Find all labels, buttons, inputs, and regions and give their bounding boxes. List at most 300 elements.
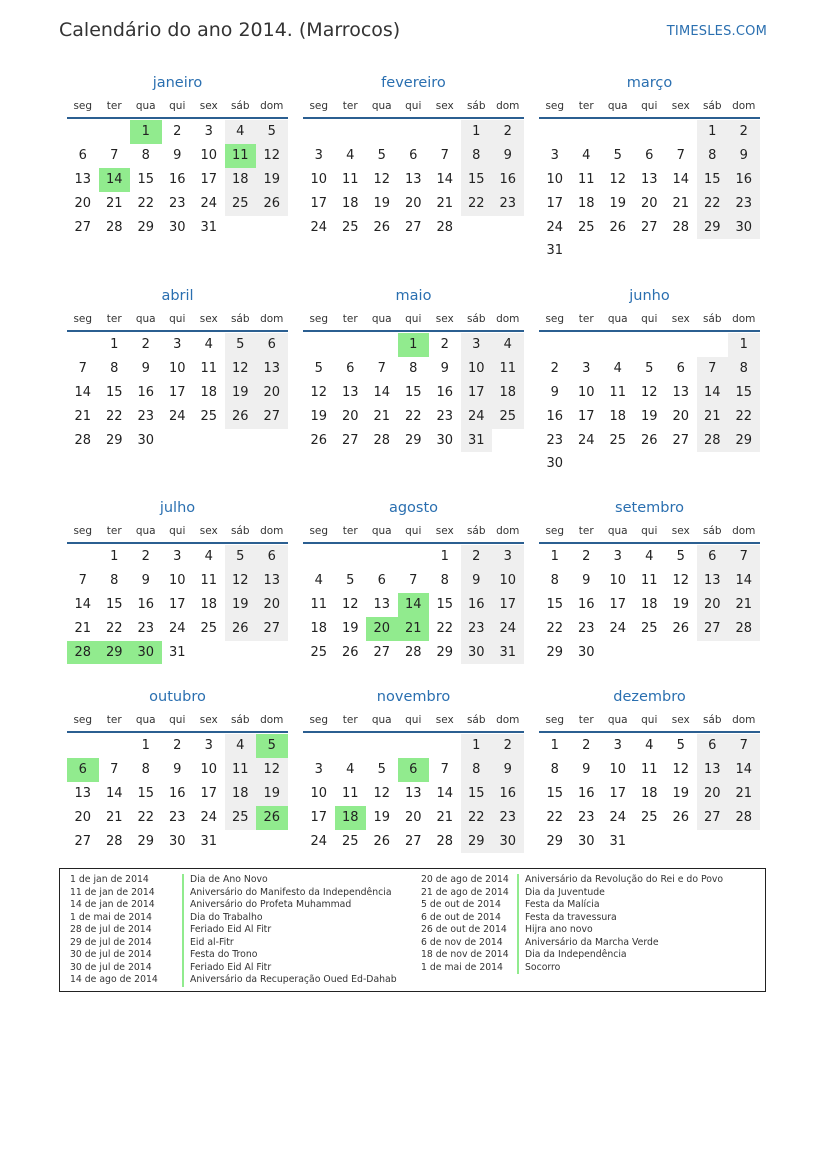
day-grid (303, 119, 524, 239)
holiday-day-cell: 20 (366, 617, 398, 641)
day-cell: 28 (105, 833, 123, 849)
month-maio (303, 284, 524, 452)
day-cell: 1 (440, 549, 449, 564)
weekday-header (539, 97, 760, 119)
day-cell: 17 (200, 171, 218, 187)
day-cell: 27 (640, 219, 658, 235)
legend-holiday-name: Aniversário da Revolução do Rei e do Povo (525, 874, 724, 885)
empty-cell (602, 333, 634, 357)
empty-cell (634, 333, 666, 357)
day-cell: 19 (256, 168, 288, 192)
empty-cell (335, 333, 367, 357)
day-cell: 25 (200, 408, 218, 424)
holiday-marker (517, 962, 519, 975)
day-cell: 9 (440, 360, 449, 376)
legend-row (421, 949, 723, 962)
day-cell: 12 (225, 357, 257, 381)
day-cell: 19 (341, 620, 359, 636)
weekday-label: ter (106, 525, 122, 537)
day-cell: 6 (346, 360, 355, 376)
day-cell: 21 (728, 782, 760, 806)
day-cell: 6 (377, 572, 386, 588)
legend-row (421, 937, 723, 950)
day-cell: 23 (137, 620, 155, 636)
weekday-label: ter (578, 525, 594, 537)
weekday-label: dom (260, 100, 284, 112)
weekday-label: qua (135, 313, 156, 325)
empty-cell (539, 120, 571, 144)
day-cell: 26 (225, 617, 257, 641)
day-cell: 2 (492, 734, 524, 758)
legend-row (60, 974, 397, 987)
weekday-label: ter (578, 714, 594, 726)
day-cell: 19 (373, 195, 391, 211)
weekday-header (67, 310, 288, 332)
day-cell: 30 (436, 432, 454, 448)
day-cell: 17 (168, 384, 186, 400)
weekday-label: sex (199, 525, 218, 537)
day-cell: 13 (74, 785, 92, 801)
day-cell: 16 (137, 596, 155, 612)
day-cell: 27 (404, 833, 422, 849)
day-cell: 26 (640, 432, 658, 448)
weekday-label: sex (199, 714, 218, 726)
weekday-label: sex (671, 100, 690, 112)
weekday-label: qui (169, 313, 186, 325)
day-cell: 8 (409, 360, 418, 376)
day-cell: 4 (346, 147, 355, 163)
weekday-label: dom (260, 714, 284, 726)
holiday-day-cell: 26 (256, 806, 288, 830)
month-setembro (539, 496, 760, 664)
day-cell: 14 (728, 758, 760, 782)
empty-cell (67, 545, 99, 569)
day-cell: 30 (546, 456, 564, 472)
empty-cell (335, 545, 367, 569)
day-cell: 7 (440, 147, 449, 163)
day-cell: 13 (74, 171, 92, 187)
day-cell: 17 (492, 593, 524, 617)
day-cell: 12 (640, 384, 658, 400)
legend-holiday-name: Eid al-Fitr (190, 936, 234, 948)
day-grid (67, 119, 288, 239)
day-cell: 7 (78, 360, 87, 376)
day-cell: 2 (728, 120, 760, 144)
weekday-label: qui (641, 714, 658, 726)
month-name: agosto (388, 500, 439, 516)
holiday-day-cell: 6 (398, 758, 430, 782)
day-cell: 22 (105, 620, 123, 636)
day-cell: 25 (640, 809, 658, 825)
weekday-label: sáb (466, 714, 486, 726)
day-cell: 6 (409, 147, 418, 163)
day-cell: 26 (609, 219, 627, 235)
day-cell: 23 (728, 192, 760, 216)
legend-date: 6 de out de 2014 (421, 911, 501, 923)
day-cell: 20 (256, 593, 288, 617)
brand-link[interactable]: TIMESLES.COM (666, 24, 767, 39)
legend-holiday-name: Feriado Eid Al Fitr (190, 961, 272, 973)
day-cell: 30 (137, 432, 155, 448)
day-cell: 25 (609, 432, 627, 448)
weekday-label: qui (405, 313, 422, 325)
holiday-marker (182, 949, 184, 962)
legend-date: 1 de jan de 2014 (70, 874, 149, 885)
weekday-label: seg (309, 313, 329, 325)
day-cell: 29 (546, 644, 564, 660)
month-outubro (67, 685, 288, 853)
day-cell: 17 (461, 381, 493, 405)
day-cell: 28 (373, 432, 391, 448)
day-cell: 18 (492, 381, 524, 405)
day-cell: 17 (310, 195, 328, 211)
day-cell: 1 (697, 120, 729, 144)
legend-row (60, 899, 397, 912)
day-cell: 7 (409, 572, 418, 588)
weekday-label: sex (199, 100, 218, 112)
day-cell: 19 (373, 809, 391, 825)
day-cell: 17 (310, 809, 328, 825)
day-cell: 20 (404, 809, 422, 825)
weekday-label: ter (106, 100, 122, 112)
weekday-label: qui (641, 525, 658, 537)
month-name: setembro (615, 500, 684, 516)
legend-date: 29 de jul de 2014 (70, 936, 152, 948)
month-name: julho (159, 500, 196, 516)
day-cell: 9 (582, 761, 591, 777)
legend-row (60, 924, 397, 937)
weekday-label: sáb (702, 525, 722, 537)
day-cell: 13 (373, 596, 391, 612)
day-cell: 22 (404, 408, 422, 424)
legend-holiday-name: Dia da Juventude (525, 886, 605, 898)
day-cell: 11 (577, 171, 595, 187)
day-cell: 29 (461, 830, 493, 854)
legend-holiday-name: Aniversário da Recuperação Oued Ed-Dahab (190, 974, 397, 985)
weekday-label: dom (732, 525, 756, 537)
day-cell: 10 (168, 360, 186, 376)
day-cell: 19 (256, 782, 288, 806)
empty-cell (634, 120, 666, 144)
day-cell: 3 (461, 333, 493, 357)
day-cell: 29 (404, 432, 422, 448)
day-cell: 25 (225, 192, 257, 216)
day-cell: 31 (461, 429, 493, 453)
month-agosto (303, 496, 524, 664)
day-cell: 15 (546, 785, 564, 801)
weekday-label: sáb (702, 100, 722, 112)
day-cell: 8 (141, 761, 150, 777)
day-cell: 10 (200, 761, 218, 777)
day-cell: 7 (728, 545, 760, 569)
day-cell: 21 (373, 408, 391, 424)
legend-date: 1 de mai de 2014 (70, 911, 152, 923)
day-grid (303, 544, 524, 664)
day-cell: 23 (168, 195, 186, 211)
day-cell: 27 (256, 617, 288, 641)
weekday-label: dom (496, 313, 520, 325)
empty-cell (67, 333, 99, 357)
day-cell: 27 (697, 617, 729, 641)
weekday-label: sex (199, 313, 218, 325)
day-cell: 12 (672, 572, 690, 588)
day-cell: 21 (436, 195, 454, 211)
day-cell: 2 (492, 120, 524, 144)
weekday-header (67, 711, 288, 733)
day-cell: 25 (492, 405, 524, 429)
day-cell: 9 (582, 572, 591, 588)
day-cell: 14 (728, 569, 760, 593)
day-cell: 9 (173, 761, 182, 777)
weekday-label: sáb (230, 714, 250, 726)
day-cell: 25 (341, 833, 359, 849)
day-cell: 10 (200, 147, 218, 163)
empty-cell (366, 333, 398, 357)
holiday-day-cell: 30 (130, 641, 162, 665)
day-cell: 2 (582, 549, 591, 564)
day-cell: 8 (461, 144, 493, 168)
day-cell: 3 (314, 147, 323, 163)
holiday-day-cell: 29 (99, 641, 131, 665)
month-name: março (626, 75, 673, 91)
day-cell: 24 (168, 408, 186, 424)
weekday-label: qui (169, 714, 186, 726)
day-cell: 27 (74, 833, 92, 849)
holiday-day-cell: 14 (99, 168, 131, 192)
legend-holiday-name: Socorro (525, 961, 561, 973)
weekday-label: dom (496, 525, 520, 537)
weekday-header (539, 522, 760, 544)
day-cell: 8 (550, 761, 559, 777)
day-cell: 7 (110, 761, 119, 777)
legend-holiday-name: Aniversário da Marcha Verde (525, 936, 659, 948)
day-cell: 10 (577, 384, 595, 400)
day-cell: 4 (225, 734, 257, 758)
day-cell: 22 (461, 806, 493, 830)
day-cell: 2 (141, 337, 150, 352)
weekday-label: ter (342, 714, 358, 726)
day-cell: 3 (173, 549, 182, 564)
day-cell: 12 (373, 785, 391, 801)
day-cell: 27 (672, 432, 690, 448)
empty-cell (665, 333, 697, 357)
weekday-label: sex (671, 525, 690, 537)
day-cell: 30 (492, 830, 524, 854)
day-cell: 30 (577, 833, 595, 849)
empty-cell (335, 734, 367, 758)
weekday-label: sex (435, 313, 454, 325)
day-grid (539, 733, 760, 853)
day-cell: 29 (137, 833, 155, 849)
day-cell: 7 (728, 734, 760, 758)
day-cell: 28 (436, 219, 454, 235)
day-cell: 18 (225, 782, 257, 806)
month-abril (67, 284, 288, 452)
day-cell: 15 (105, 384, 123, 400)
day-cell: 12 (310, 384, 328, 400)
empty-cell (366, 734, 398, 758)
day-cell: 5 (256, 120, 288, 144)
day-cell: 15 (697, 168, 729, 192)
day-cell: 24 (310, 833, 328, 849)
legend-row (60, 949, 397, 962)
weekday-label: seg (545, 100, 565, 112)
day-cell: 5 (377, 761, 386, 777)
day-cell: 15 (105, 596, 123, 612)
weekday-label: dom (732, 313, 756, 325)
day-cell: 22 (546, 809, 564, 825)
day-cell: 26 (672, 620, 690, 636)
weekday-label: qua (607, 525, 628, 537)
empty-cell (67, 734, 99, 758)
holiday-marker (182, 899, 184, 912)
day-cell: 19 (225, 381, 257, 405)
empty-cell (366, 545, 398, 569)
day-cell: 4 (314, 572, 323, 588)
day-cell: 14 (697, 381, 729, 405)
empty-cell (665, 120, 697, 144)
day-cell: 13 (697, 758, 729, 782)
legend-holiday-name: Feriado Eid Al Fitr (190, 924, 272, 935)
day-cell: 7 (676, 147, 685, 163)
day-cell: 18 (577, 195, 595, 211)
day-cell: 14 (373, 384, 391, 400)
day-cell: 14 (436, 785, 454, 801)
day-cell: 20 (74, 195, 92, 211)
day-cell: 11 (225, 758, 257, 782)
day-cell: 21 (74, 408, 92, 424)
day-cell: 26 (310, 432, 328, 448)
weekday-header (303, 711, 524, 733)
empty-cell (303, 333, 335, 357)
day-cell: 16 (168, 171, 186, 187)
day-cell: 2 (141, 549, 150, 564)
day-cell: 29 (137, 219, 155, 235)
day-cell: 29 (728, 429, 760, 453)
day-cell: 8 (550, 572, 559, 588)
day-cell: 15 (404, 384, 422, 400)
holiday-day-cell: 1 (130, 120, 162, 144)
weekday-label: sáb (466, 525, 486, 537)
weekday-label: ter (342, 100, 358, 112)
weekday-label: ter (106, 714, 122, 726)
weekday-label: qua (607, 100, 628, 112)
month-name: maio (395, 288, 432, 304)
day-cell: 9 (173, 147, 182, 163)
holiday-marker (182, 912, 184, 925)
day-cell: 14 (74, 384, 92, 400)
day-cell: 17 (168, 596, 186, 612)
weekday-label: sáb (466, 100, 486, 112)
weekday-label: ter (578, 100, 594, 112)
day-cell: 10 (546, 171, 564, 187)
day-cell: 5 (346, 572, 355, 588)
day-cell: 6 (697, 734, 729, 758)
day-cell: 21 (74, 620, 92, 636)
weekday-label: qui (405, 525, 422, 537)
day-cell: 22 (105, 408, 123, 424)
day-cell: 11 (492, 357, 524, 381)
weekday-header (303, 522, 524, 544)
day-cell: 22 (546, 620, 564, 636)
legend-date: 11 de jan de 2014 (70, 886, 155, 898)
weekday-label: ter (106, 313, 122, 325)
day-cell: 2 (173, 738, 182, 753)
month-julho (67, 496, 288, 664)
day-cell: 4 (645, 738, 654, 753)
day-cell: 1 (141, 738, 150, 753)
day-cell: 4 (204, 549, 213, 564)
day-cell: 5 (225, 333, 257, 357)
day-cell: 29 (436, 644, 454, 660)
day-cell: 8 (461, 758, 493, 782)
weekday-label: qui (405, 100, 422, 112)
weekday-label: qui (169, 525, 186, 537)
day-cell: 16 (492, 168, 524, 192)
day-cell: 16 (137, 384, 155, 400)
day-cell: 15 (728, 381, 760, 405)
weekday-label: qua (371, 313, 392, 325)
weekday-label: qua (135, 525, 156, 537)
empty-cell (335, 120, 367, 144)
day-cell: 26 (225, 405, 257, 429)
day-cell: 28 (728, 806, 760, 830)
day-cell: 24 (310, 219, 328, 235)
day-cell: 4 (204, 337, 213, 352)
day-cell: 9 (461, 569, 493, 593)
day-grid (303, 332, 524, 452)
weekday-label: ter (342, 525, 358, 537)
month-name: outubro (149, 689, 206, 705)
day-cell: 5 (676, 738, 685, 753)
day-cell: 15 (461, 782, 493, 806)
empty-cell (697, 333, 729, 357)
holiday-day-cell: 1 (398, 333, 430, 357)
month-junho (539, 284, 760, 476)
weekday-label: dom (260, 525, 284, 537)
day-cell: 6 (78, 147, 87, 163)
day-cell: 10 (609, 572, 627, 588)
day-cell: 4 (582, 147, 591, 163)
month-name: dezembro (613, 689, 686, 705)
day-cell: 23 (492, 192, 524, 216)
day-cell: 3 (204, 124, 213, 139)
holiday-marker (517, 937, 519, 950)
weekday-label: qua (607, 313, 628, 325)
day-cell: 29 (105, 432, 123, 448)
day-cell: 13 (256, 357, 288, 381)
empty-cell (539, 333, 571, 357)
day-cell: 29 (697, 216, 729, 240)
day-cell: 7 (110, 147, 119, 163)
day-cell: 28 (105, 219, 123, 235)
day-cell: 2 (173, 124, 182, 139)
day-cell: 24 (609, 809, 627, 825)
day-cell: 9 (141, 572, 150, 588)
weekday-label: seg (73, 100, 93, 112)
weekday-header (303, 97, 524, 119)
day-cell: 25 (200, 620, 218, 636)
day-cell: 21 (436, 809, 454, 825)
legend-date: 26 de out de 2014 (421, 924, 507, 935)
day-cell: 15 (137, 171, 155, 187)
day-cell: 18 (640, 785, 658, 801)
day-cell: 11 (341, 171, 359, 187)
holiday-marker (182, 974, 184, 987)
day-cell: 28 (697, 429, 729, 453)
day-cell: 1 (110, 549, 119, 564)
holiday-day-cell: 5 (256, 734, 288, 758)
